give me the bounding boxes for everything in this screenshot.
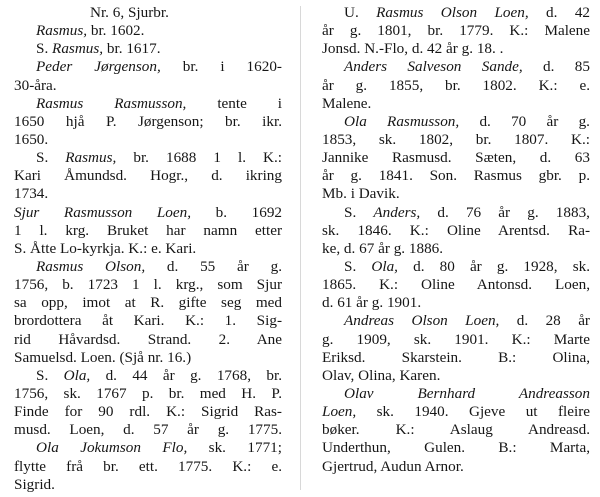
text-line: g. 1909, sk. 1901. K.: Marte [322, 330, 590, 348]
text-line: S. Rasmus, br. 1688 1 l. K.: [36, 149, 282, 167]
text-line: bøker. K.: Aslaug Andreasd. [322, 421, 590, 439]
text-line: 1865. K.: Oline Antonsd. Loen, [322, 276, 590, 294]
text-line: 1756, b. 1723 1 l. krg., som Sjur [14, 276, 282, 294]
text-line: år g. 1855, br. 1802. K.: e. [322, 76, 590, 94]
text-line: Rasmus, br. 1602. [36, 22, 145, 40]
text-line: Peder Jørgenson, br. i 1620- [36, 58, 282, 76]
text-line: Eriksd. Skarstein. B.: Olina, [322, 348, 590, 366]
text-line: Olav, Olina, Karen. [322, 366, 441, 384]
text-line: S. Åtte Lo-kyrkja. K.: e. Kari. [14, 239, 197, 257]
text-line: Mb. i Davik. [322, 185, 400, 203]
section-heading: Nr. 6, Sjurbr. [90, 4, 169, 21]
text-line: Anders Salveson Sande, d. 85 [344, 58, 590, 76]
text-line: Samuelsd. Loen. (Sjå nr. 16.) [14, 348, 192, 366]
text-line: 30-åra. [14, 76, 57, 94]
text-line: 1734. [14, 185, 49, 203]
text-line: Sjur Rasmusson Loen, b. 1692 [14, 203, 283, 221]
text-line: rid Håvardsd. Strand. 2. Ane [14, 330, 282, 348]
text-line: sk. 1846. K.: Oline Arentsd. Ra- [322, 221, 590, 239]
text-line: Loen, sk. 1940. Gjeve ut fleire [322, 403, 590, 421]
text-line: musd. Loen, d. 57 år g. 1775. [14, 421, 282, 439]
text-line: Malene. [322, 94, 372, 112]
text-line: Underthun, Gulen. B.: Marta, [322, 439, 590, 457]
text-line: Rasmus Olson, d. 55 år g. [36, 257, 282, 275]
text-line: Kari Åmundsd. Hogr., d. ikring [14, 167, 282, 185]
text-line: d. 61 år g. 1901. [322, 294, 422, 312]
text-line: S. Anders, d. 76 år g. 1883, [344, 203, 590, 221]
text-line: Sigrid. [14, 475, 55, 493]
text-line: Ola Jokumson Flo, sk. 1771; [36, 439, 282, 457]
text-line: flytte frå br. ett. 1775. K.: e. [14, 457, 282, 475]
text-line: U. Rasmus Olson Loen, d. 42 [344, 4, 591, 21]
text-line: 1756, sk. 1767 p. br. med H. P. [14, 384, 282, 402]
text-line: Jannike Rasmusd. Sæten, d. 63 [322, 149, 590, 167]
text-line: Rasmus Rasmusson, tente i [36, 94, 282, 112]
text-line: Jonsd. N.-Flo, d. 42 år g. 18. . [322, 40, 504, 58]
text-line: Gjertrud, Audun Arnor. [322, 457, 464, 475]
text-line: S. Rasmus, br. 1617. [36, 40, 161, 58]
text-line: Andreas Olson Loen, d. 28 år [344, 312, 590, 330]
text-line: år g. 1841. Son. Rasmus gbr. p. [322, 167, 590, 185]
text-line: 1650 hjå P. Jørgenson; br. ikr. [14, 112, 282, 130]
left-column [14, 4, 282, 494]
text-line: S. Ola, d. 80 år g. 1928, sk. [344, 257, 590, 275]
text-line: sa opp, imot at R. gifte seg med [14, 294, 282, 312]
text-line: år g. 1801, br. 1779. K.: Malene [322, 22, 590, 40]
text-line: 1 l. krg. Bruket har namn etter [14, 221, 282, 239]
text-line: 1650. [14, 130, 49, 148]
text-line: Finde for 90 rdl. K.: Sigrid Ras- [14, 403, 282, 421]
text-line: Olav Bernhard Andreasson [344, 384, 590, 402]
text-line: ke, d. 67 år g. 1886. [322, 239, 444, 257]
text-line: Ola Rasmusson, d. 70 år g. [344, 112, 590, 130]
text-line: 1853, sk. 1802, br. 1807. K.: [322, 130, 590, 148]
text-line: brordottera åt Kari. K.: 1. Sig- [14, 312, 282, 330]
right-column [322, 4, 590, 476]
column-gutter [300, 6, 301, 490]
text-line: S. Ola, d. 44 år g. 1768, br. [36, 366, 282, 384]
